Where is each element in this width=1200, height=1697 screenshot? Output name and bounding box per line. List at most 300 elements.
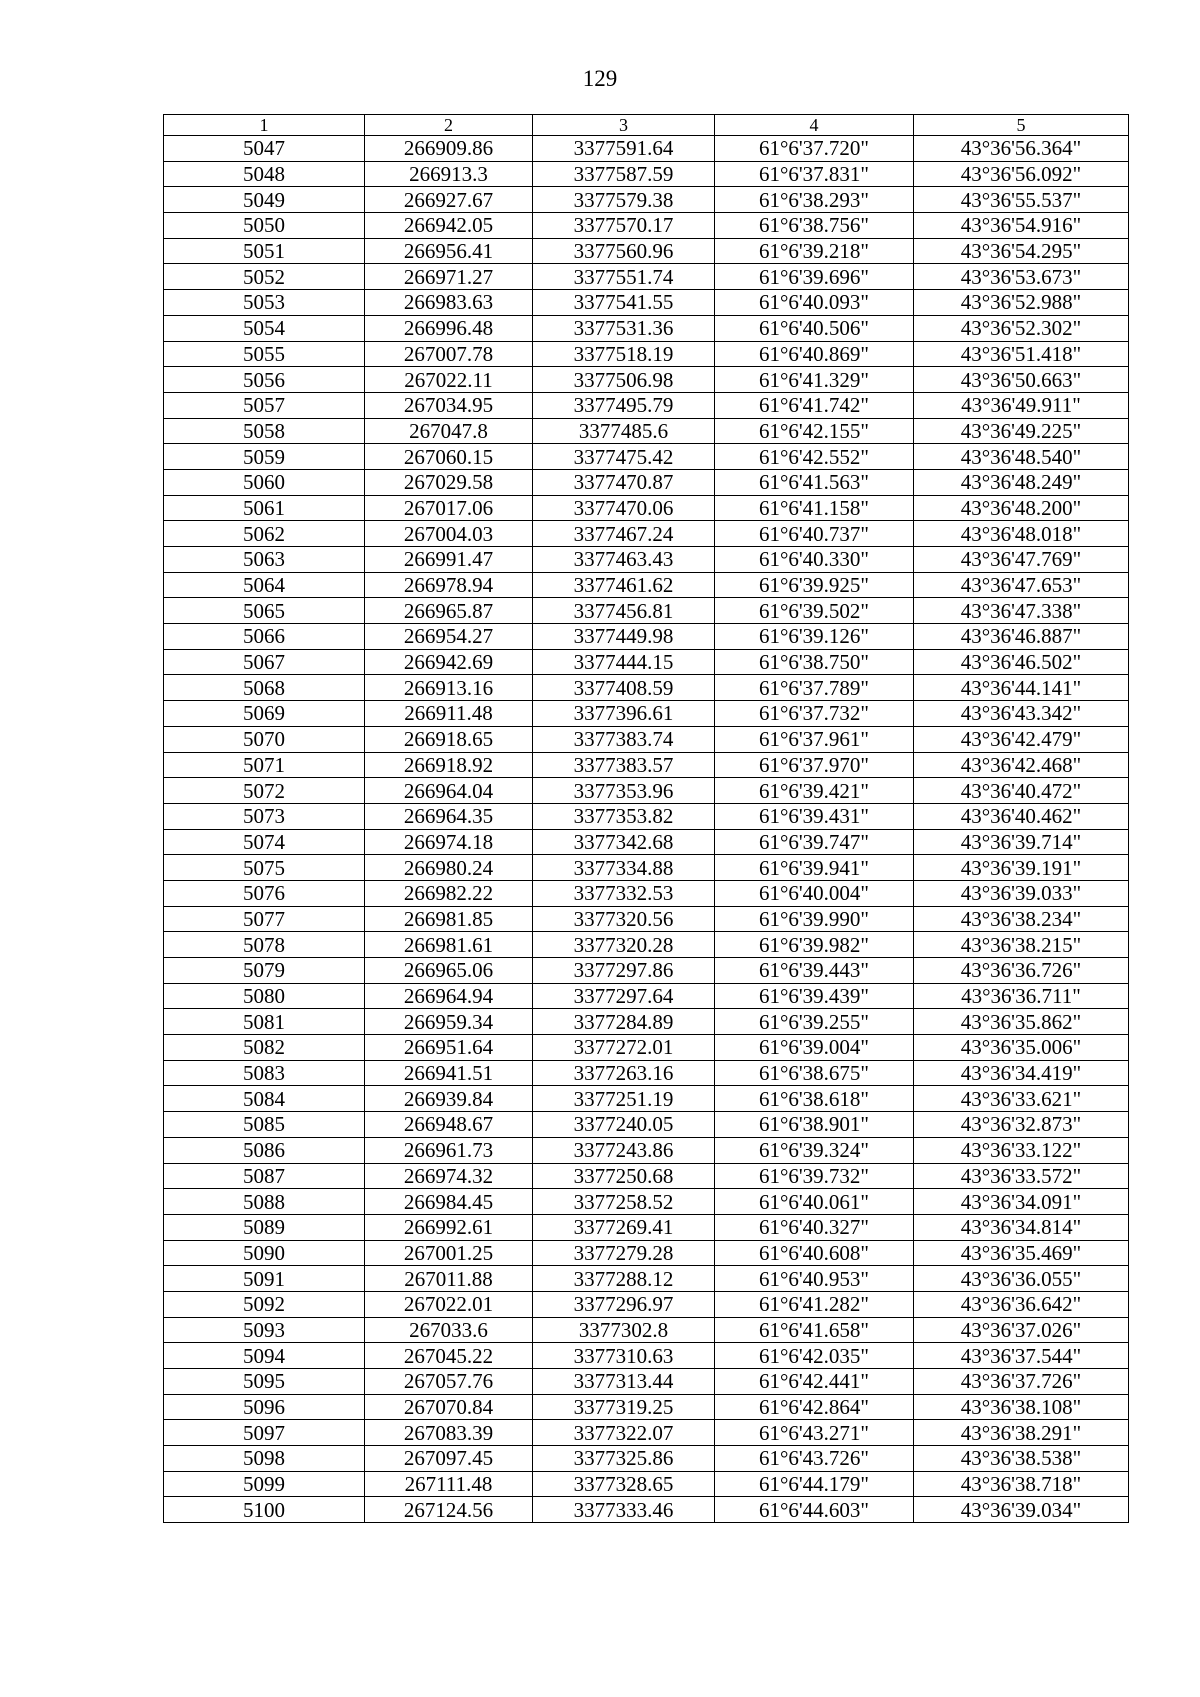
- table-cell-col4: 61°6'39.502": [715, 598, 914, 624]
- table-cell-col4: 61°6'44.603": [715, 1497, 914, 1523]
- table-cell-col5: 43°36'47.338": [914, 598, 1129, 624]
- table-cell-col3: 3377297.86: [533, 958, 715, 984]
- table-row: [164, 752, 1129, 778]
- table-row: [164, 701, 1129, 727]
- table-cell-col5: 43°36'38.108": [914, 1394, 1129, 1420]
- table-cell-col1: 5057: [164, 392, 365, 418]
- table-cell-col2: 266996.48: [365, 315, 533, 341]
- table-cell-col3: 3377475.42: [533, 444, 715, 470]
- table-cell-col5: 43°36'54.295": [914, 238, 1129, 264]
- table-cell-col2: 266918.65: [365, 726, 533, 752]
- table-cell-col3: 3377551.74: [533, 264, 715, 290]
- table-cell-col1: 5080: [164, 983, 365, 1009]
- table-cell-col2: 266964.04: [365, 778, 533, 804]
- column-header-1: 1: [164, 115, 365, 136]
- table-cell-col2: 266964.94: [365, 983, 533, 1009]
- table-cell-col5: 43°36'34.091": [914, 1189, 1129, 1215]
- table-row: [164, 495, 1129, 521]
- table-row: [164, 1497, 1129, 1523]
- table-cell-col4: 61°6'37.961": [715, 726, 914, 752]
- table-cell-col5: 43°36'35.469": [914, 1240, 1129, 1266]
- table-cell-col3: 3377296.97: [533, 1291, 715, 1317]
- table-cell-col2: 266956.41: [365, 238, 533, 264]
- table-cell-col1: 5069: [164, 701, 365, 727]
- table-cell-col3: 3377506.98: [533, 367, 715, 393]
- table-cell-col4: 61°6'39.255": [715, 1009, 914, 1035]
- table-row: [164, 1189, 1129, 1215]
- table-cell-col4: 61°6'41.742": [715, 392, 914, 418]
- table-cell-col5: 43°36'48.540": [914, 444, 1129, 470]
- table-cell-col5: 43°36'38.215": [914, 932, 1129, 958]
- table-cell-col5: 43°36'47.653": [914, 572, 1129, 598]
- table-cell-col1: 5095: [164, 1369, 365, 1395]
- table-row: [164, 1369, 1129, 1395]
- table-row: [164, 290, 1129, 316]
- table-row: [164, 187, 1129, 213]
- table-cell-col1: 5076: [164, 880, 365, 906]
- column-header-5: 5: [914, 115, 1129, 136]
- table-row: [164, 1112, 1129, 1138]
- table-row: [164, 136, 1129, 162]
- table-cell-col4: 61°6'39.982": [715, 932, 914, 958]
- table-cell-col4: 61°6'40.608": [715, 1240, 914, 1266]
- table-row: [164, 572, 1129, 598]
- table-cell-col5: 43°36'39.033": [914, 880, 1129, 906]
- table-cell-col4: 61°6'40.869": [715, 341, 914, 367]
- table-cell-col1: 5077: [164, 906, 365, 932]
- table-cell-col2: 266980.24: [365, 855, 533, 881]
- table-row: [164, 726, 1129, 752]
- table-row: [164, 547, 1129, 573]
- table-cell-col3: 3377353.96: [533, 778, 715, 804]
- table-cell-col5: 43°36'38.718": [914, 1471, 1129, 1497]
- table-row: [164, 1420, 1129, 1446]
- table-cell-col4: 61°6'39.004": [715, 1035, 914, 1061]
- table-cell-col5: 43°36'39.034": [914, 1497, 1129, 1523]
- table-cell-col1: 5082: [164, 1035, 365, 1061]
- table-row: [164, 1446, 1129, 1472]
- table-cell-col2: 266942.69: [365, 649, 533, 675]
- table-cell-col2: 267022.11: [365, 367, 533, 393]
- table-cell-col4: 61°6'39.732": [715, 1163, 914, 1189]
- table-cell-col2: 267060.15: [365, 444, 533, 470]
- table-cell-col3: 3377579.38: [533, 187, 715, 213]
- table-cell-col2: 266983.63: [365, 290, 533, 316]
- table-cell-col5: 43°36'36.642": [914, 1291, 1129, 1317]
- table-cell-col1: 5097: [164, 1420, 365, 1446]
- table-cell-col3: 3377332.53: [533, 880, 715, 906]
- table-cell-col2: 267033.6: [365, 1317, 533, 1343]
- table-cell-col2: 266942.05: [365, 213, 533, 239]
- table-cell-col2: 266913.3: [365, 161, 533, 187]
- table-cell-col4: 61°6'37.970": [715, 752, 914, 778]
- table-cell-col2: 266961.73: [365, 1137, 533, 1163]
- table-cell-col1: 5051: [164, 238, 365, 264]
- table-cell-col4: 61°6'42.864": [715, 1394, 914, 1420]
- table-cell-col1: 5086: [164, 1137, 365, 1163]
- table-row: [164, 803, 1129, 829]
- table-cell-col3: 3377383.74: [533, 726, 715, 752]
- table-cell-col3: 3377320.28: [533, 932, 715, 958]
- table-row: [164, 958, 1129, 984]
- table-cell-col3: 3377258.52: [533, 1189, 715, 1215]
- table-cell-col3: 3377591.64: [533, 136, 715, 162]
- table-cell-col1: 5074: [164, 829, 365, 855]
- table-row: [164, 161, 1129, 187]
- table-cell-col2: 267011.88: [365, 1266, 533, 1292]
- coordinates-table: [163, 114, 1129, 1523]
- table-row: [164, 1163, 1129, 1189]
- table-cell-col1: 5048: [164, 161, 365, 187]
- table-cell-col4: 61°6'37.720": [715, 136, 914, 162]
- table-cell-col1: 5071: [164, 752, 365, 778]
- table-cell-col1: 5083: [164, 1060, 365, 1086]
- table-cell-col5: 43°36'49.911": [914, 392, 1129, 418]
- table-cell-col2: 266981.61: [365, 932, 533, 958]
- table-cell-col5: 43°36'39.714": [914, 829, 1129, 855]
- table-cell-col3: 3377518.19: [533, 341, 715, 367]
- table-cell-col5: 43°36'46.502": [914, 649, 1129, 675]
- table-cell-col5: 43°36'37.544": [914, 1343, 1129, 1369]
- table-cell-col5: 43°36'44.141": [914, 675, 1129, 701]
- table-cell-col2: 267083.39: [365, 1420, 533, 1446]
- table-cell-col5: 43°36'56.092": [914, 161, 1129, 187]
- table-row: [164, 213, 1129, 239]
- table-cell-col2: 267124.56: [365, 1497, 533, 1523]
- table-cell-col3: 3377269.41: [533, 1214, 715, 1240]
- table-cell-col5: 43°36'34.419": [914, 1060, 1129, 1086]
- table-cell-col5: 43°36'33.122": [914, 1137, 1129, 1163]
- table-cell-col3: 3377587.59: [533, 161, 715, 187]
- table-cell-col1: 5054: [164, 315, 365, 341]
- table-cell-col2: 267029.58: [365, 469, 533, 495]
- table-cell-col3: 3377495.79: [533, 392, 715, 418]
- table-cell-col4: 61°6'40.953": [715, 1266, 914, 1292]
- table-cell-col5: 43°36'35.006": [914, 1035, 1129, 1061]
- table-cell-col2: 266927.67: [365, 187, 533, 213]
- table-cell-col3: 3377470.06: [533, 495, 715, 521]
- table-cell-col2: 266959.34: [365, 1009, 533, 1035]
- table-row: [164, 624, 1129, 650]
- table-cell-col3: 3377263.16: [533, 1060, 715, 1086]
- table-cell-col4: 61°6'42.441": [715, 1369, 914, 1395]
- table-cell-col4: 61°6'39.218": [715, 238, 914, 264]
- table-cell-col4: 61°6'38.750": [715, 649, 914, 675]
- table-cell-col4: 61°6'37.831": [715, 161, 914, 187]
- table-cell-col3: 3377408.59: [533, 675, 715, 701]
- table-cell-col1: 5084: [164, 1086, 365, 1112]
- table-row: [164, 341, 1129, 367]
- table-cell-col3: 3377334.88: [533, 855, 715, 881]
- table-row: [164, 367, 1129, 393]
- table-row: [164, 649, 1129, 675]
- table-row: [164, 315, 1129, 341]
- table-cell-col2: 266965.06: [365, 958, 533, 984]
- table-cell-col5: 43°36'50.663": [914, 367, 1129, 393]
- table-row: [164, 1035, 1129, 1061]
- table-cell-col1: 5052: [164, 264, 365, 290]
- table-cell-col5: 43°36'51.418": [914, 341, 1129, 367]
- table-cell-col1: 5049: [164, 187, 365, 213]
- table-cell-col2: 267022.01: [365, 1291, 533, 1317]
- table-cell-col4: 61°6'38.756": [715, 213, 914, 239]
- table-cell-col2: 266991.47: [365, 547, 533, 573]
- table-cell-col5: 43°36'33.572": [914, 1163, 1129, 1189]
- table-cell-col2: 267057.76: [365, 1369, 533, 1395]
- table-cell-col5: 43°36'32.873": [914, 1112, 1129, 1138]
- table-cell-col3: 3377467.24: [533, 521, 715, 547]
- table-cell-col3: 3377461.62: [533, 572, 715, 598]
- table-cell-col5: 43°36'36.726": [914, 958, 1129, 984]
- table-cell-col1: 5079: [164, 958, 365, 984]
- table-row: [164, 778, 1129, 804]
- table-cell-col4: 61°6'38.901": [715, 1112, 914, 1138]
- table-cell-col4: 61°6'40.327": [715, 1214, 914, 1240]
- table-cell-col4: 61°6'39.421": [715, 778, 914, 804]
- table-row: [164, 1240, 1129, 1266]
- table-cell-col5: 43°36'37.026": [914, 1317, 1129, 1343]
- table-cell-col5: 43°36'40.462": [914, 803, 1129, 829]
- table-row: [164, 521, 1129, 547]
- table-cell-col3: 3377297.64: [533, 983, 715, 1009]
- table-cell-col5: 43°36'49.225": [914, 418, 1129, 444]
- table-cell-col5: 43°36'46.887": [914, 624, 1129, 650]
- table-cell-col4: 61°6'38.675": [715, 1060, 914, 1086]
- table-cell-col3: 3377320.56: [533, 906, 715, 932]
- table-cell-col4: 61°6'39.324": [715, 1137, 914, 1163]
- table-row: [164, 906, 1129, 932]
- table-cell-col1: 5067: [164, 649, 365, 675]
- table-cell-col2: 266974.18: [365, 829, 533, 855]
- table-cell-col3: 3377560.96: [533, 238, 715, 264]
- table-cell-col2: 266951.64: [365, 1035, 533, 1061]
- table-cell-col3: 3377310.63: [533, 1343, 715, 1369]
- table-row: [164, 880, 1129, 906]
- table-header-row: [164, 115, 1129, 136]
- table-cell-col3: 3377470.87: [533, 469, 715, 495]
- table-cell-col5: 43°36'48.200": [914, 495, 1129, 521]
- table-cell-col4: 61°6'42.035": [715, 1343, 914, 1369]
- table-row: [164, 855, 1129, 881]
- table-cell-col4: 61°6'40.061": [715, 1189, 914, 1215]
- table-cell-col1: 5093: [164, 1317, 365, 1343]
- table-cell-col4: 61°6'39.696": [715, 264, 914, 290]
- page-number: 129: [582, 66, 618, 91]
- table-row: [164, 469, 1129, 495]
- table-row: [164, 392, 1129, 418]
- table-cell-col2: 266981.85: [365, 906, 533, 932]
- table-cell-col1: 5059: [164, 444, 365, 470]
- table-cell-col2: 266992.61: [365, 1214, 533, 1240]
- table-cell-col3: 3377570.17: [533, 213, 715, 239]
- table-cell-col2: 267111.48: [365, 1471, 533, 1497]
- table-cell-col1: 5056: [164, 367, 365, 393]
- table-cell-col2: 267097.45: [365, 1446, 533, 1472]
- table-cell-col2: 267070.84: [365, 1394, 533, 1420]
- table-cell-col5: 43°36'56.364": [914, 136, 1129, 162]
- table-cell-col5: 43°36'47.769": [914, 547, 1129, 573]
- table-cell-col1: 5063: [164, 547, 365, 573]
- table-cell-col5: 43°36'52.302": [914, 315, 1129, 341]
- table-cell-col5: 43°36'37.726": [914, 1369, 1129, 1395]
- column-header-3: 3: [533, 115, 715, 136]
- table-cell-col1: 5098: [164, 1446, 365, 1472]
- table-cell-col4: 61°6'43.726": [715, 1446, 914, 1472]
- table-cell-col2: 266965.87: [365, 598, 533, 624]
- table-cell-col3: 3377541.55: [533, 290, 715, 316]
- table-cell-col1: 5066: [164, 624, 365, 650]
- table-cell-col1: 5100: [164, 1497, 365, 1523]
- table-cell-col3: 3377456.81: [533, 598, 715, 624]
- table-cell-col4: 61°6'37.732": [715, 701, 914, 727]
- table-cell-col4: 61°6'42.552": [715, 444, 914, 470]
- table-cell-col2: 266913.16: [365, 675, 533, 701]
- table-cell-col3: 3377396.61: [533, 701, 715, 727]
- table-cell-col1: 5089: [164, 1214, 365, 1240]
- table-cell-col4: 61°6'38.293": [715, 187, 914, 213]
- table-cell-col2: 266982.22: [365, 880, 533, 906]
- table-cell-col5: 43°36'33.621": [914, 1086, 1129, 1112]
- table-row: [164, 1137, 1129, 1163]
- table-cell-col1: 5092: [164, 1291, 365, 1317]
- table-cell-col5: 43°36'34.814": [914, 1214, 1129, 1240]
- table-cell-col3: 3377353.82: [533, 803, 715, 829]
- table-cell-col1: 5085: [164, 1112, 365, 1138]
- table-cell-col3: 3377284.89: [533, 1009, 715, 1035]
- table-cell-col4: 61°6'39.126": [715, 624, 914, 650]
- table-cell-col4: 61°6'40.330": [715, 547, 914, 573]
- table-cell-col2: 266939.84: [365, 1086, 533, 1112]
- table-body: [164, 136, 1129, 1523]
- table-cell-col1: 5099: [164, 1471, 365, 1497]
- table-cell-col3: 3377342.68: [533, 829, 715, 855]
- table-cell-col4: 61°6'40.004": [715, 880, 914, 906]
- table-cell-col5: 43°36'53.673": [914, 264, 1129, 290]
- table-cell-col4: 61°6'37.789": [715, 675, 914, 701]
- table-cell-col3: 3377302.8: [533, 1317, 715, 1343]
- table-cell-col1: 5088: [164, 1189, 365, 1215]
- table-cell-col3: 3377279.28: [533, 1240, 715, 1266]
- table-cell-col3: 3377272.01: [533, 1035, 715, 1061]
- table-cell-col3: 3377313.44: [533, 1369, 715, 1395]
- table-cell-col5: 43°36'48.018": [914, 521, 1129, 547]
- table-cell-col2: 266964.35: [365, 803, 533, 829]
- table-cell-col1: 5062: [164, 521, 365, 547]
- table-cell-col4: 61°6'41.158": [715, 495, 914, 521]
- table-row: [164, 1060, 1129, 1086]
- table-cell-col3: 3377250.68: [533, 1163, 715, 1189]
- table-cell-col2: 266978.94: [365, 572, 533, 598]
- table-cell-col1: 5096: [164, 1394, 365, 1420]
- table-cell-col3: 3377325.86: [533, 1446, 715, 1472]
- table-cell-col4: 61°6'39.431": [715, 803, 914, 829]
- table-cell-col4: 61°6'38.618": [715, 1086, 914, 1112]
- table-row: [164, 1214, 1129, 1240]
- table-cell-col1: 5070: [164, 726, 365, 752]
- table-cell-col3: 3377288.12: [533, 1266, 715, 1292]
- table-cell-col1: 5075: [164, 855, 365, 881]
- table-cell-col2: 266974.32: [365, 1163, 533, 1189]
- table-cell-col4: 61°6'41.282": [715, 1291, 914, 1317]
- table-cell-col3: 3377328.65: [533, 1471, 715, 1497]
- table-cell-col3: 3377322.07: [533, 1420, 715, 1446]
- table-row: [164, 1266, 1129, 1292]
- table-cell-col1: 5073: [164, 803, 365, 829]
- table-cell-col5: 43°36'54.916": [914, 213, 1129, 239]
- table-cell-col2: 267001.25: [365, 1240, 533, 1266]
- table-cell-col3: 3377240.05: [533, 1112, 715, 1138]
- table-cell-col1: 5061: [164, 495, 365, 521]
- table-cell-col4: 61°6'39.990": [715, 906, 914, 932]
- table-cell-col5: 43°36'39.191": [914, 855, 1129, 881]
- table-cell-col4: 61°6'41.658": [715, 1317, 914, 1343]
- table-cell-col3: 3377444.15: [533, 649, 715, 675]
- table-cell-col4: 61°6'39.941": [715, 855, 914, 881]
- table-cell-col2: 266918.92: [365, 752, 533, 778]
- table-row: [164, 418, 1129, 444]
- table-cell-col1: 5090: [164, 1240, 365, 1266]
- table-cell-col5: 43°36'35.862": [914, 1009, 1129, 1035]
- table-row: [164, 1086, 1129, 1112]
- table-row: [164, 1471, 1129, 1497]
- table-cell-col2: 266984.45: [365, 1189, 533, 1215]
- table-cell-col2: 267045.22: [365, 1343, 533, 1369]
- table-cell-col2: 266909.86: [365, 136, 533, 162]
- table-cell-col2: 267047.8: [365, 418, 533, 444]
- table-cell-col1: 5072: [164, 778, 365, 804]
- table-cell-col3: 3377251.19: [533, 1086, 715, 1112]
- table-cell-col4: 61°6'40.093": [715, 290, 914, 316]
- column-header-4: 4: [715, 115, 914, 136]
- table-cell-col4: 61°6'39.925": [715, 572, 914, 598]
- table-row: [164, 1009, 1129, 1035]
- table-cell-col4: 61°6'41.563": [715, 469, 914, 495]
- table-cell-col1: 5094: [164, 1343, 365, 1369]
- table-cell-col5: 43°36'42.479": [914, 726, 1129, 752]
- table-cell-col3: 3377319.25: [533, 1394, 715, 1420]
- table-cell-col3: 3377531.36: [533, 315, 715, 341]
- table-row: [164, 1291, 1129, 1317]
- table-cell-col2: 266948.67: [365, 1112, 533, 1138]
- table-cell-col2: 266954.27: [365, 624, 533, 650]
- table-cell-col1: 5087: [164, 1163, 365, 1189]
- table-row: [164, 598, 1129, 624]
- table-cell-col4: 61°6'42.155": [715, 418, 914, 444]
- table-cell-col4: 61°6'41.329": [715, 367, 914, 393]
- table-cell-col1: 5078: [164, 932, 365, 958]
- column-header-2: 2: [365, 115, 533, 136]
- table-cell-col5: 43°36'55.537": [914, 187, 1129, 213]
- table-cell-col5: 43°36'36.711": [914, 983, 1129, 1009]
- table-cell-col5: 43°36'48.249": [914, 469, 1129, 495]
- table-cell-col5: 43°36'36.055": [914, 1266, 1129, 1292]
- table-row: [164, 1394, 1129, 1420]
- table-cell-col1: 5055: [164, 341, 365, 367]
- table-cell-col3: 3377333.46: [533, 1497, 715, 1523]
- table-cell-col3: 3377463.43: [533, 547, 715, 573]
- table-cell-col4: 61°6'43.271": [715, 1420, 914, 1446]
- table-cell-col1: 5064: [164, 572, 365, 598]
- table-cell-col4: 61°6'39.439": [715, 983, 914, 1009]
- table-cell-col1: 5053: [164, 290, 365, 316]
- table-cell-col3: 3377485.6: [533, 418, 715, 444]
- table-cell-col5: 43°36'40.472": [914, 778, 1129, 804]
- table-row: [164, 932, 1129, 958]
- table-cell-col4: 61°6'40.506": [715, 315, 914, 341]
- table-cell-col5: 43°36'42.468": [914, 752, 1129, 778]
- table-row: [164, 264, 1129, 290]
- table-row: [164, 444, 1129, 470]
